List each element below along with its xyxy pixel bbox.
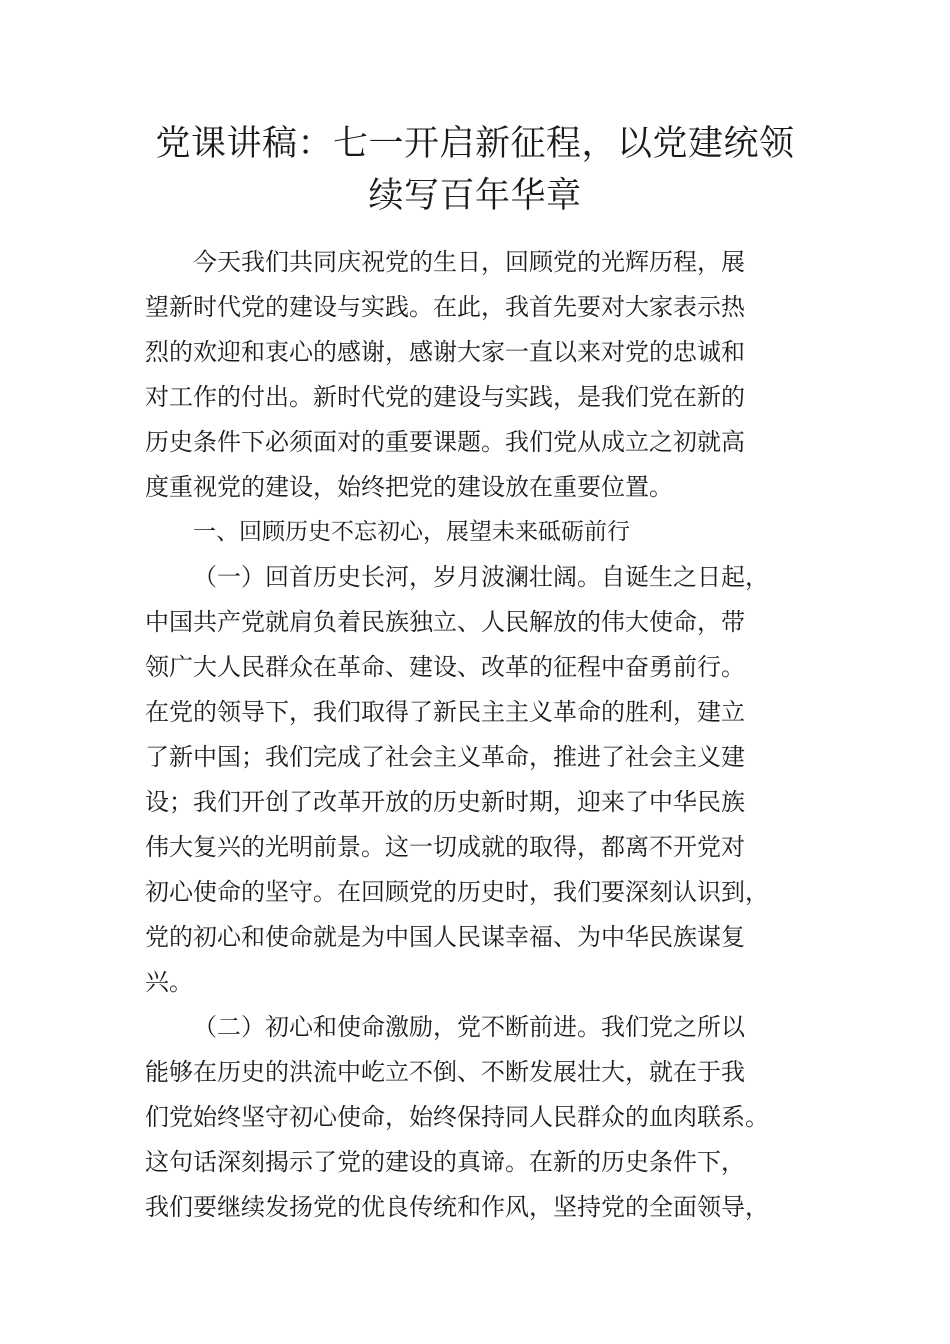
text-line: （一）回首历史长河，岁月波澜壮阔。自诞生之日起， [193,563,769,591]
text-line: 能够在历史的洪流中屹立不倒、不断发展壮大，就在于我 [145,1058,745,1086]
text-line: 了新中国；我们完成了社会主义革命，推进了社会主义建 [145,743,745,771]
text-line: （二）初心和使命激励，党不断前进。我们党之所以 [193,1013,745,1041]
document-title [140,118,810,222]
paragraph-section-1-2 [145,1005,807,1230]
text-line: 历史条件下必须面对的重要课题。我们党从成立之初就高 [145,428,745,456]
text-line: 望新时代党的建设与实践。在此，我首先要对大家表示热 [145,293,745,321]
text-line: 党的初心和使命就是为中国人民谋幸福、为中华民族谋复 [145,923,745,951]
text-line: 初心使命的坚守。在回顾党的历史时，我们要深刻认识到， [145,878,769,906]
document-body [145,240,807,1230]
section-heading: 一、回顾历史不忘初心，展望未来砥砺前行 [193,519,630,545]
text-line: 领广大人民群众在革命、建设、改革的征程中奋勇前行。 [145,653,745,681]
text-line: 设；我们开创了改革开放的历史新时期，迎来了中华民族 [145,788,745,816]
title-line-1: 党课讲稿：七一开启新征程，以党建统领 [155,124,795,164]
text-line: 烈的欢迎和衷心的感谢，感谢大家一直以来对党的忠诚和 [145,338,745,366]
text-line: 伟大复兴的光明前景。这一切成就的取得，都离不开党对 [145,833,745,861]
text-line: 中国共产党就肩负着民族独立、人民解放的伟大使命，带 [145,608,745,636]
paragraph-intro [145,240,807,510]
text-line: 我们要继续发扬党的优良传统和作风，坚持党的全面领导， [145,1193,769,1221]
text-line: 兴。 [145,968,193,996]
text-line: 在党的领导下，我们取得了新民主主义革命的胜利，建立 [145,698,745,726]
text-line: 们党始终坚守初心使命，始终保持同人民群众的血肉联系。 [145,1103,769,1131]
title-line-2: 续写百年华章 [368,176,582,216]
text-line: 今天我们共同庆祝党的生日，回顾党的光辉历程，展 [193,248,745,276]
text-line: 对工作的付出。新时代党的建设与实践，是我们党在新的 [145,383,745,411]
text-line: 度重视党的建设，始终把党的建设放在重要位置。 [145,473,673,501]
paragraph-section-1-1 [145,555,807,1005]
text-line: 这句话深刻揭示了党的建设的真谛。在新的历史条件下， [145,1148,745,1176]
